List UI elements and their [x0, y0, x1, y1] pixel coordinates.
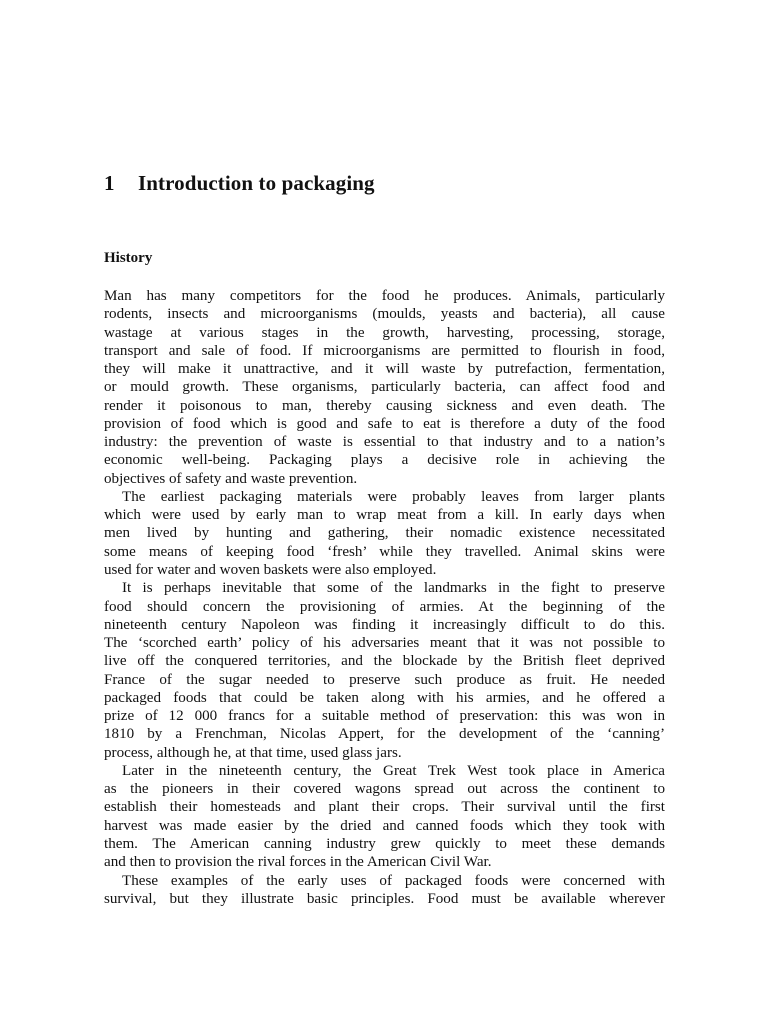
text-line: and then to provision the rival forces in the American Civil War.	[104, 854, 492, 871]
text-line: which were used by early man to wrap meat from a kill. In early days when	[104, 507, 665, 524]
text-line: France of the sugar needed to preserve such produce as fruit. He needed	[104, 671, 665, 688]
paragraph	[104, 579, 665, 762]
text-line: industry: the prevention of waste is essential to that industry and to a nation’s	[104, 434, 665, 451]
text-line: nineteenth century Napoleon was finding it increasingly difficult to do this.	[104, 616, 665, 633]
text-line: provision of food which is good and safe to eat is therefore a duty of the food	[104, 415, 665, 432]
text-line: rodents, insects and microorganisms (moulds, yeasts and bacteria), all cause	[104, 306, 665, 323]
text-line: harvest was made easier by the dried and canned foods which they took with	[104, 817, 665, 834]
text-line: live off the conquered territories, and the blockade by the British fleet deprived	[104, 653, 665, 670]
body-text	[104, 287, 665, 908]
paragraph	[104, 762, 665, 872]
paragraph	[104, 872, 665, 909]
text-line: Man has many competitors for the food he produces. Animals, particularly	[104, 288, 665, 304]
paragraph	[104, 287, 665, 488]
text-line: Later in the nineteenth century, the Great Trek West took place in America	[122, 762, 665, 779]
chapter-title	[104, 171, 375, 196]
text-line: It is perhaps inevitable that some of the landmarks in the fight to preserve	[122, 580, 665, 597]
text-line: men lived by hunting and gathering, their nomadic existence necessitated	[104, 525, 665, 542]
text-line: used for water and woven baskets were also employed.	[104, 561, 437, 578]
text-line: them. The American canning industry grew quickly to meet these demands	[104, 835, 665, 852]
text-line: some means of keeping food ‘fresh’ while they travelled. Animal skins were	[104, 543, 665, 560]
text-line: render it poisonous to man, thereby causing sickness and even death. The	[104, 397, 665, 414]
text-line: survival, but they illustrate basic principles. Food must be available wherever	[104, 890, 665, 907]
text-line: they will make it unattractive, and it will waste by putrefaction, fermentation,	[104, 361, 665, 378]
text-line: These examples of the early uses of packaged foods were concerned with	[122, 872, 665, 889]
chapter-number: 1	[104, 171, 115, 195]
text-line: food should concern the provisioning of armies. At the beginning of the	[104, 598, 665, 615]
chapter-title-text: Introduction to packaging	[138, 171, 375, 195]
text-line: or mould growth. These organisms, particularly bacteria, can affect food and	[104, 379, 665, 396]
paragraph	[104, 488, 665, 579]
text-line: objectives of safety and waste prevention.	[104, 470, 358, 487]
text-line: establish their homesteads and plant their crops. Their survival until the first	[104, 799, 665, 816]
text-line: packaged foods that could be taken along with his armies, and he offered a	[104, 689, 665, 706]
text-line: The ‘scorched earth’ policy of his adversaries meant that it was not possible to	[104, 635, 665, 652]
text-line: economic well-being. Packaging plays a decisive role in achieving the	[104, 452, 665, 469]
text-line: prize of 12 000 francs for a suitable method of preservation: this was won in	[104, 708, 665, 725]
text-line: transport and sale of food. If microorganisms are permitted to flourish in food,	[104, 342, 665, 359]
text-line: process, although he, at that time, used glass jars.	[104, 744, 402, 761]
text-line: as the pioneers in their covered wagons spread out across the continent to	[104, 781, 665, 798]
text-line: wastage at various stages in the growth, harvesting, processing, storage,	[104, 324, 665, 341]
text-line: 1810 by a Frenchman, Nicolas Appert, for the development of the ‘canning’	[104, 726, 665, 743]
text-line: The earliest packaging materials were probably leaves from larger plants	[122, 488, 665, 505]
section-heading: History	[104, 250, 153, 266]
